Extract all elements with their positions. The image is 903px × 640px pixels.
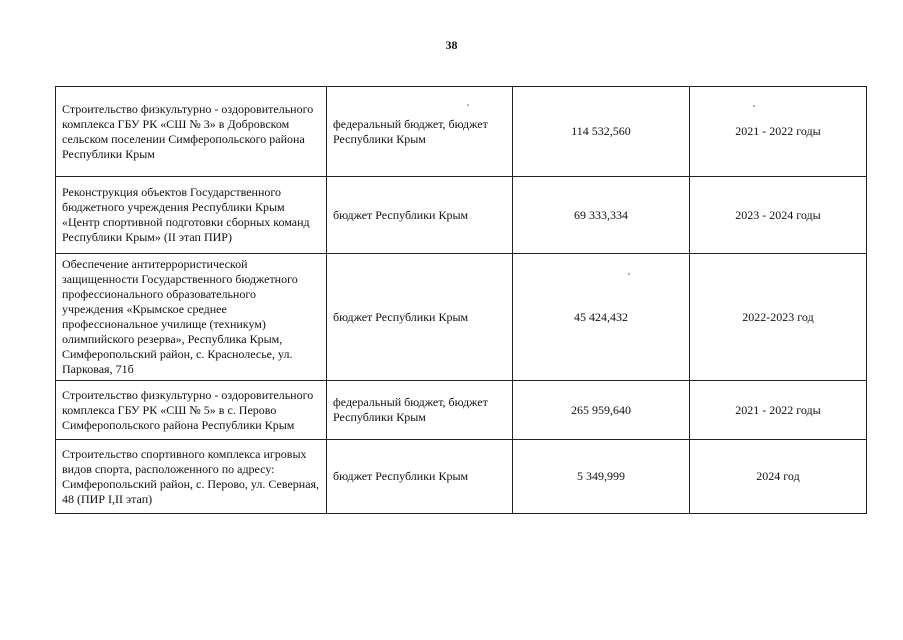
project-name-cell: Строительство физкультурно - оздоровительного комплекса ГБУ РК «СШ № 5» в с. Перово Симферопольского района Республики Крым (56, 381, 327, 440)
period-cell: 2021 - 2022 годы (690, 87, 867, 177)
scan-speck (628, 273, 630, 275)
table-row (56, 177, 867, 254)
table-row (56, 87, 867, 177)
funding-source-cell: федеральный бюджет, бюджет Республики Крым (327, 87, 513, 177)
project-name-cell: Строительство спортивного комплекса игровых видов спорта, расположенного по адресу: Симферопольский район, с. Перово, ул. Северная, 48 (ПИР I,II этап) (56, 440, 327, 514)
amount-cell: 265 959,640 (513, 381, 690, 440)
scan-speck (753, 105, 755, 107)
funding-table-body (56, 87, 867, 514)
period-cell: 2024 год (690, 440, 867, 514)
funding-source-cell: федеральный бюджет, бюджет Республики Крым (327, 381, 513, 440)
funding-source-cell: бюджет Республики Крым (327, 440, 513, 514)
funding-source-cell: бюджет Республики Крым (327, 177, 513, 254)
page-number: 38 (445, 38, 458, 52)
table-row (56, 254, 867, 381)
table-row (56, 381, 867, 440)
period-cell: 2022-2023 год (690, 254, 867, 381)
table-row (56, 440, 867, 514)
project-name-cell: Строительство физкультурно - оздоровительного комплекса ГБУ РК «СШ № 3» в Добровском сельском поселении Симферопольского района Республики Крым (56, 87, 327, 177)
period-cell: 2021 - 2022 годы (690, 381, 867, 440)
scan-speck (467, 104, 469, 106)
funding-table (55, 86, 867, 514)
amount-cell: 114 532,560 (513, 87, 690, 177)
project-name-cell: Обеспечение антитеррористической защищенности Государственного бюджетного профессионального образовательного учреждения «Крымское среднее профессиональное училище (техникум) олимпийского резерва», Республика Крым, Симферопольский район, с. Краснолесье, ул. Парковая, 71б (56, 254, 327, 381)
amount-cell: 5 349,999 (513, 440, 690, 514)
funding-source-cell: бюджет Республики Крым (327, 254, 513, 381)
project-name-cell: Реконструкция объектов Государственного бюджетного учреждения Республики Крым «Центр спортивной подготовки сборных команд Республики Крым» (II этап ПИР) (56, 177, 327, 254)
amount-cell: 69 333,334 (513, 177, 690, 254)
period-cell: 2023 - 2024 годы (690, 177, 867, 254)
amount-cell: 45 424,432 (513, 254, 690, 381)
